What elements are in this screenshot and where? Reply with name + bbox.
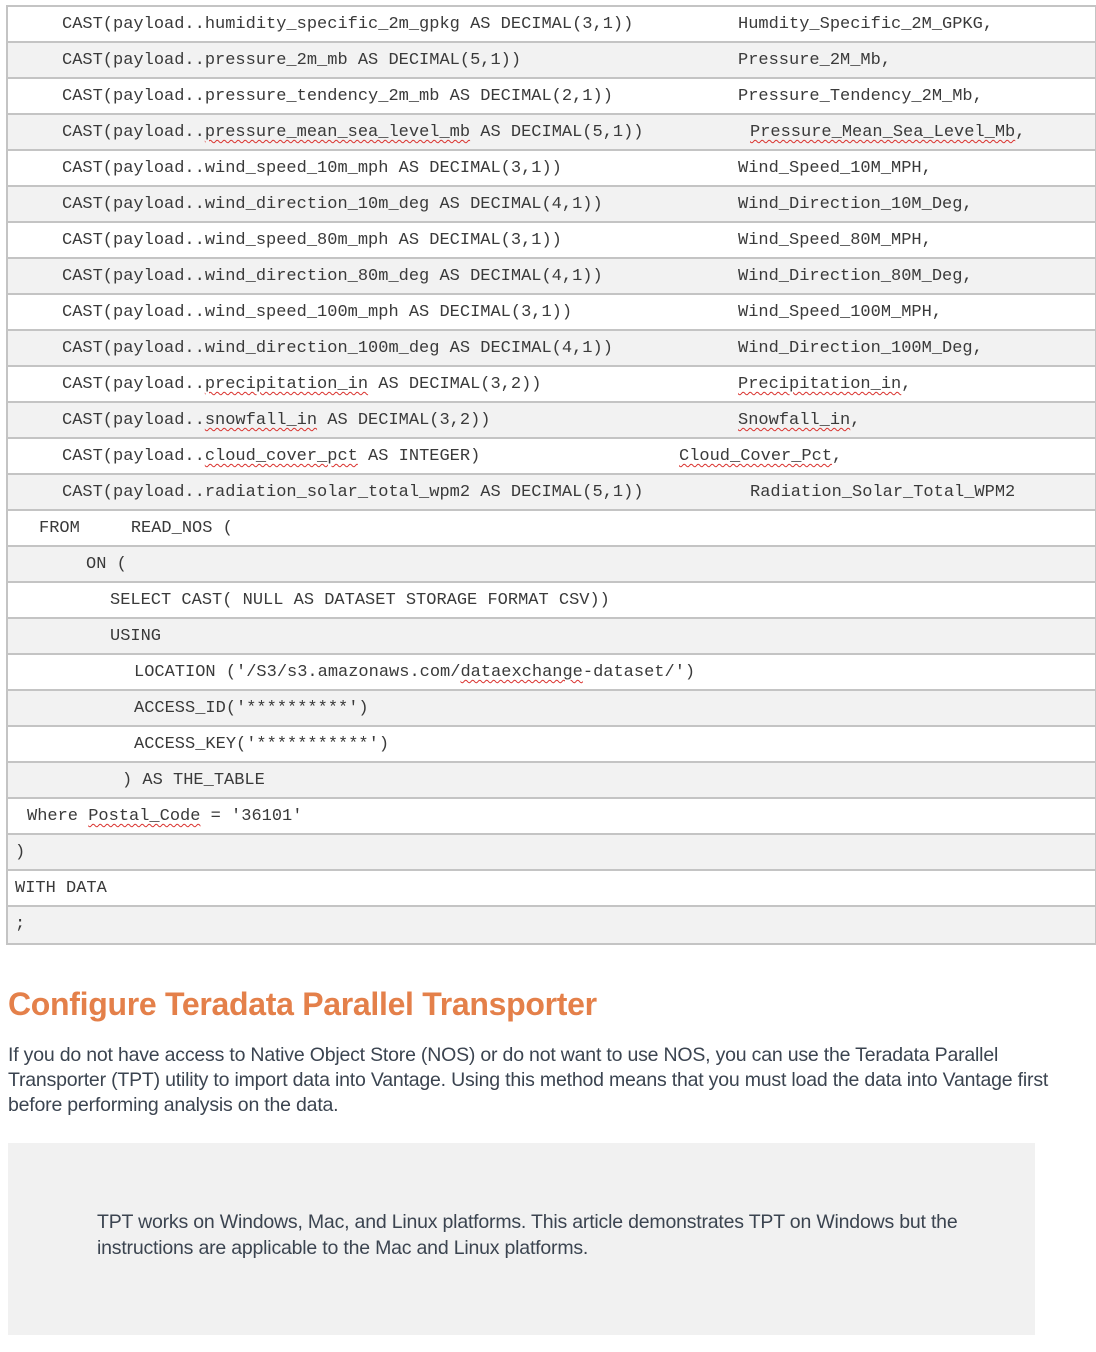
- code-text: = '36101': [200, 807, 303, 826]
- code-expression: FROM READ_NOS (: [39, 519, 233, 538]
- code-line: [8, 475, 1095, 511]
- code-expression: WITH DATA: [15, 879, 107, 898]
- code-line: [8, 871, 1095, 907]
- code-expression: [27, 807, 302, 826]
- code-text: ,: [832, 447, 843, 466]
- spellcheck-flagged-word: snowfall_in: [204, 411, 318, 430]
- code-line: [8, 7, 1095, 43]
- code-expression: CAST(payload..wind_speed_100m_mph AS DECIMAL(3,1)): [62, 303, 573, 322]
- column-alias: Wind_Direction_10M_Deg,: [738, 195, 973, 214]
- column-alias: Humdity_Specific_2M_GPKG,: [738, 15, 994, 34]
- spellcheck-flagged-word: Cloud_Cover_Pct: [679, 447, 833, 466]
- code-line: [8, 115, 1095, 151]
- code-expression: SELECT CAST( NULL AS DATASET STORAGE FORMAT CSV)): [110, 591, 610, 610]
- code-line: [8, 763, 1095, 799]
- code-text: LOCATION ('/S3/s3.amazonaws.com/: [134, 663, 461, 682]
- spellcheck-flagged-word: Pressure_Mean_Sea_Level_Mb: [750, 123, 1016, 142]
- code-expression: ): [15, 843, 26, 862]
- spellcheck-flagged-word: Precipitation_in: [738, 375, 902, 394]
- code-expression: ON (: [86, 555, 127, 574]
- code-line: [8, 151, 1095, 187]
- code-text: AS DECIMAL(3,2)): [317, 411, 491, 430]
- code-line: [8, 331, 1095, 367]
- spellcheck-flagged-word: precipitation_in: [204, 375, 369, 394]
- code-expression: USING: [110, 627, 162, 646]
- code-line: [8, 187, 1095, 223]
- code-expression: [62, 411, 490, 430]
- code-line: [8, 547, 1095, 583]
- spellcheck-flagged-word: dataexchange: [460, 663, 583, 682]
- code-line: [8, 727, 1095, 763]
- code-expression: CAST(payload..radiation_solar_total_wpm2 AS DECIMAL(5,1)): [62, 483, 644, 502]
- code-text: Where: [27, 807, 89, 826]
- code-line: [8, 691, 1095, 727]
- code-expression: CAST(payload..wind_direction_80m_deg AS DECIMAL(4,1)): [62, 267, 603, 286]
- code-expression: ;: [15, 915, 26, 934]
- code-line: [8, 439, 1095, 475]
- code-line: [8, 367, 1095, 403]
- code-text: AS DECIMAL(3,2)): [368, 375, 542, 394]
- column-alias: [738, 411, 860, 430]
- intro-paragraph: If you do not have access to Native Object Store (NOS) or do not want to use NOS, you can use the Teradata Parallel Transporter (TPT) utility to import data into Vantage. Using this method means that you must load the data into Vantage first before performing analysis on the data.: [8, 1044, 1049, 1116]
- code-expression: [134, 663, 695, 682]
- column-alias: Pressure_Tendency_2M_Mb,: [738, 87, 983, 106]
- code-expression: [62, 123, 644, 142]
- code-line: [8, 799, 1095, 835]
- code-line: [8, 403, 1095, 439]
- code-expression: CAST(payload..wind_direction_10m_deg AS DECIMAL(4,1)): [62, 195, 603, 214]
- spellcheck-flagged-word: pressure_mean_sea_level_mb: [204, 123, 471, 142]
- code-expression: CAST(payload..wind_speed_80m_mph AS DECIMAL(3,1)): [62, 231, 562, 250]
- code-text: AS INTEGER): [357, 447, 481, 466]
- code-line: [8, 907, 1095, 943]
- code-expression: CAST(payload..humidity_specific_2m_gpkg AS DECIMAL(3,1)): [62, 15, 634, 34]
- code-line: [8, 259, 1095, 295]
- code-line: [8, 655, 1095, 691]
- code-line: [8, 223, 1095, 259]
- code-text: CAST(payload..: [62, 123, 205, 142]
- spellcheck-flagged-word: cloud_cover_pct: [204, 447, 358, 466]
- column-alias: [679, 447, 842, 466]
- code-line: [8, 583, 1095, 619]
- spellcheck-flagged-word: Postal_Code: [88, 807, 201, 826]
- column-alias: [750, 123, 1025, 142]
- code-text: -dataset/'): [582, 663, 696, 682]
- code-text: AS DECIMAL(5,1)): [470, 123, 644, 142]
- code-text: ,: [901, 375, 912, 394]
- code-line: [8, 79, 1095, 115]
- code-text: CAST(payload..: [62, 447, 205, 466]
- column-alias: Wind_Speed_80M_MPH,: [738, 231, 932, 250]
- code-line: [8, 43, 1095, 79]
- sql-code-block: [6, 5, 1096, 945]
- code-expression: CAST(payload..pressure_tendency_2m_mb AS DECIMAL(2,1)): [62, 87, 613, 106]
- code-text: CAST(payload..: [62, 411, 205, 430]
- column-alias: Wind_Direction_100M_Deg,: [738, 339, 983, 358]
- spellcheck-flagged-word: Snowfall_in: [738, 411, 851, 430]
- column-alias: [738, 375, 911, 394]
- code-expression: ) AS THE_TABLE: [122, 771, 265, 790]
- code-line: [8, 835, 1095, 871]
- code-expression: [62, 447, 480, 466]
- section-heading: Configure Teradata Parallel Transporter: [8, 986, 597, 1022]
- code-expression: CAST(payload..wind_direction_100m_deg AS DECIMAL(4,1)): [62, 339, 613, 358]
- code-expression: CAST(payload..wind_speed_10m_mph AS DECIMAL(3,1)): [62, 159, 562, 178]
- code-expression: [62, 375, 542, 394]
- code-expression: ACCESS_ID('**********'): [134, 699, 369, 718]
- code-line: [8, 511, 1095, 547]
- code-text: ,: [1015, 123, 1026, 142]
- column-alias: Wind_Direction_80M_Deg,: [738, 267, 973, 286]
- code-expression: ACCESS_KEY('***********'): [134, 735, 390, 754]
- column-alias: Radiation_Solar_Total_WPM2: [750, 483, 1016, 502]
- code-line: [8, 295, 1095, 331]
- code-text: ,: [850, 411, 861, 430]
- column-alias: Wind_Speed_10M_MPH,: [738, 159, 932, 178]
- code-text: CAST(payload..: [62, 375, 205, 394]
- note-text: TPT works on Windows, Mac, and Linux platforms. This article demonstrates TPT on Windows but the instructions are applicable to the Mac and Linux platforms.: [97, 1211, 958, 1259]
- code-line: [8, 619, 1095, 655]
- code-expression: CAST(payload..pressure_2m_mb AS DECIMAL(5,1)): [62, 51, 522, 70]
- note-callout: [8, 1143, 1035, 1335]
- column-alias: Pressure_2M_Mb,: [738, 51, 892, 70]
- column-alias: Wind_Speed_100M_MPH,: [738, 303, 943, 322]
